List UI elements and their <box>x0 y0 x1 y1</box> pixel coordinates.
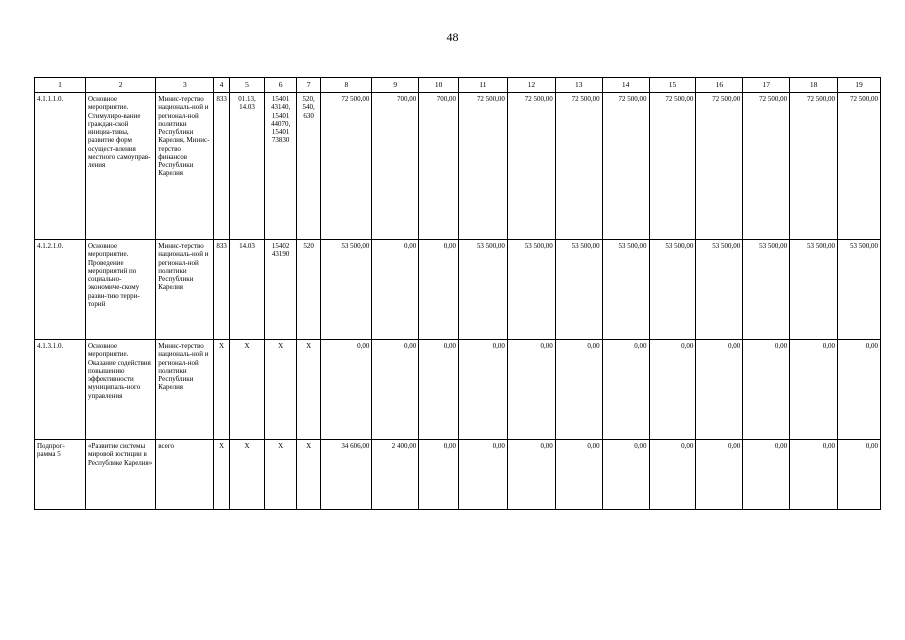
row-code: Подпрог-рамма 5 <box>35 440 86 510</box>
row-col7: Х <box>296 440 320 510</box>
column-header: 18 <box>790 78 838 93</box>
row-value: 72 500,00 <box>507 93 555 240</box>
row-value: 0,00 <box>649 340 696 440</box>
column-header: 3 <box>156 78 214 93</box>
row-value: 72 500,00 <box>743 93 790 240</box>
row-value: 0,00 <box>372 240 419 340</box>
row-code: 4.1.1.1.0. <box>35 93 86 240</box>
row-col4: Х <box>214 440 229 510</box>
column-header: 4 <box>214 78 229 93</box>
row-col5: Х <box>229 440 265 510</box>
row-value: 53 500,00 <box>458 240 507 340</box>
budget-table <box>34 77 881 510</box>
row-value: 53 500,00 <box>321 240 372 340</box>
row-value: 0,00 <box>602 440 649 510</box>
row-value: 72 500,00 <box>555 93 602 240</box>
row-value: 0,00 <box>458 440 507 510</box>
row-value: 0,00 <box>458 340 507 440</box>
row-value: 53 500,00 <box>507 240 555 340</box>
row-col4: 833 <box>214 93 229 240</box>
row-value: 53 500,00 <box>743 240 790 340</box>
row-value: 72 500,00 <box>838 93 881 240</box>
row-code: 4.1.2.1.0. <box>35 240 86 340</box>
column-header: 15 <box>649 78 696 93</box>
column-header: 10 <box>419 78 459 93</box>
row-value: 0,00 <box>419 240 459 340</box>
row-value: 34 606,00 <box>321 440 372 510</box>
row-col6: Х <box>265 440 297 510</box>
column-header: 14 <box>602 78 649 93</box>
row-value: 53 500,00 <box>649 240 696 340</box>
row-value: 2 400,00 <box>372 440 419 510</box>
row-value: 0,00 <box>555 340 602 440</box>
row-value: 53 500,00 <box>696 240 743 340</box>
row-col5: 14.03 <box>229 240 265 340</box>
row-value: 53 500,00 <box>838 240 881 340</box>
row-name: «Развитие системы мировой юстиции в Республике Карелия» <box>85 440 155 510</box>
row-col6: 15402 43190 <box>265 240 297 340</box>
row-value: 0,00 <box>507 440 555 510</box>
table-row <box>35 93 881 240</box>
column-header: 19 <box>838 78 881 93</box>
page-number: 48 <box>446 30 459 44</box>
row-value: 72 500,00 <box>458 93 507 240</box>
row-value: 700,00 <box>419 93 459 240</box>
row-value: 53 500,00 <box>602 240 649 340</box>
row-col7: 520 <box>296 240 320 340</box>
row-value: 53 500,00 <box>555 240 602 340</box>
row-value: 0,00 <box>696 440 743 510</box>
row-value: 72 500,00 <box>321 93 372 240</box>
header-row <box>35 78 881 93</box>
row-name: Основное мероприятие. Проведение мероприятий по социально-экономиче-скому разви-тию терри-торий <box>85 240 155 340</box>
row-name: Основное мероприятие. Стимулиро-вание граждан-ской инициа-тивы, развитие форм осущест-вления местного самоуправ-ления <box>85 93 155 240</box>
row-value: 0,00 <box>419 340 459 440</box>
column-header: 7 <box>296 78 320 93</box>
column-header: 12 <box>507 78 555 93</box>
row-col6: 15401 43140, 15401 44070, 15401 73830 <box>265 93 297 240</box>
column-header: 8 <box>321 78 372 93</box>
row-code: 4.1.3.1.0. <box>35 340 86 440</box>
row-value: 0,00 <box>419 440 459 510</box>
row-value: 0,00 <box>649 440 696 510</box>
row-value: 72 500,00 <box>649 93 696 240</box>
row-executor: всего <box>156 440 214 510</box>
row-value: 0,00 <box>743 440 790 510</box>
column-header: 17 <box>743 78 790 93</box>
column-header: 6 <box>265 78 297 93</box>
row-value: 72 500,00 <box>790 93 838 240</box>
column-header: 11 <box>458 78 507 93</box>
row-executor: Минис-терство националь-ной и регионал-ной политики Республики Карелия <box>156 240 214 340</box>
row-value: 53 500,00 <box>790 240 838 340</box>
column-header: 2 <box>85 78 155 93</box>
column-header: 13 <box>555 78 602 93</box>
row-value: 0,00 <box>507 340 555 440</box>
row-col6: Х <box>265 340 297 440</box>
row-value: 0,00 <box>372 340 419 440</box>
row-col7: Х <box>296 340 320 440</box>
row-col4: Х <box>214 340 229 440</box>
row-col5: 01.13, 14.03 <box>229 93 265 240</box>
table-row <box>35 340 881 440</box>
row-value: 0,00 <box>790 440 838 510</box>
row-col7: 520, 540, 630 <box>296 93 320 240</box>
row-value: 700,00 <box>372 93 419 240</box>
row-value: 0,00 <box>743 340 790 440</box>
row-value: 0,00 <box>838 340 881 440</box>
row-value: 0,00 <box>555 440 602 510</box>
column-header: 9 <box>372 78 419 93</box>
row-value: 0,00 <box>696 340 743 440</box>
row-value: 72 500,00 <box>602 93 649 240</box>
row-value: 0,00 <box>321 340 372 440</box>
row-value: 0,00 <box>790 340 838 440</box>
column-header: 16 <box>696 78 743 93</box>
table-row <box>35 240 881 340</box>
row-name: Основное мероприятие. Оказание содействия повышению эффективности муниципаль-ного управления <box>85 340 155 440</box>
row-col4: 833 <box>214 240 229 340</box>
row-executor: Минис-терство националь-ной и регионал-ной политики Республики Карелия <box>156 340 214 440</box>
table-row <box>35 440 881 510</box>
row-value: 72 500,00 <box>696 93 743 240</box>
row-value: 0,00 <box>838 440 881 510</box>
row-executor: Минис-терство националь-ной и регионал-ной политики Республики Карелия, Минис-терство финансов Республики Карелия <box>156 93 214 240</box>
column-header: 1 <box>35 78 86 93</box>
row-col5: Х <box>229 340 265 440</box>
column-header: 5 <box>229 78 265 93</box>
row-value: 0,00 <box>602 340 649 440</box>
